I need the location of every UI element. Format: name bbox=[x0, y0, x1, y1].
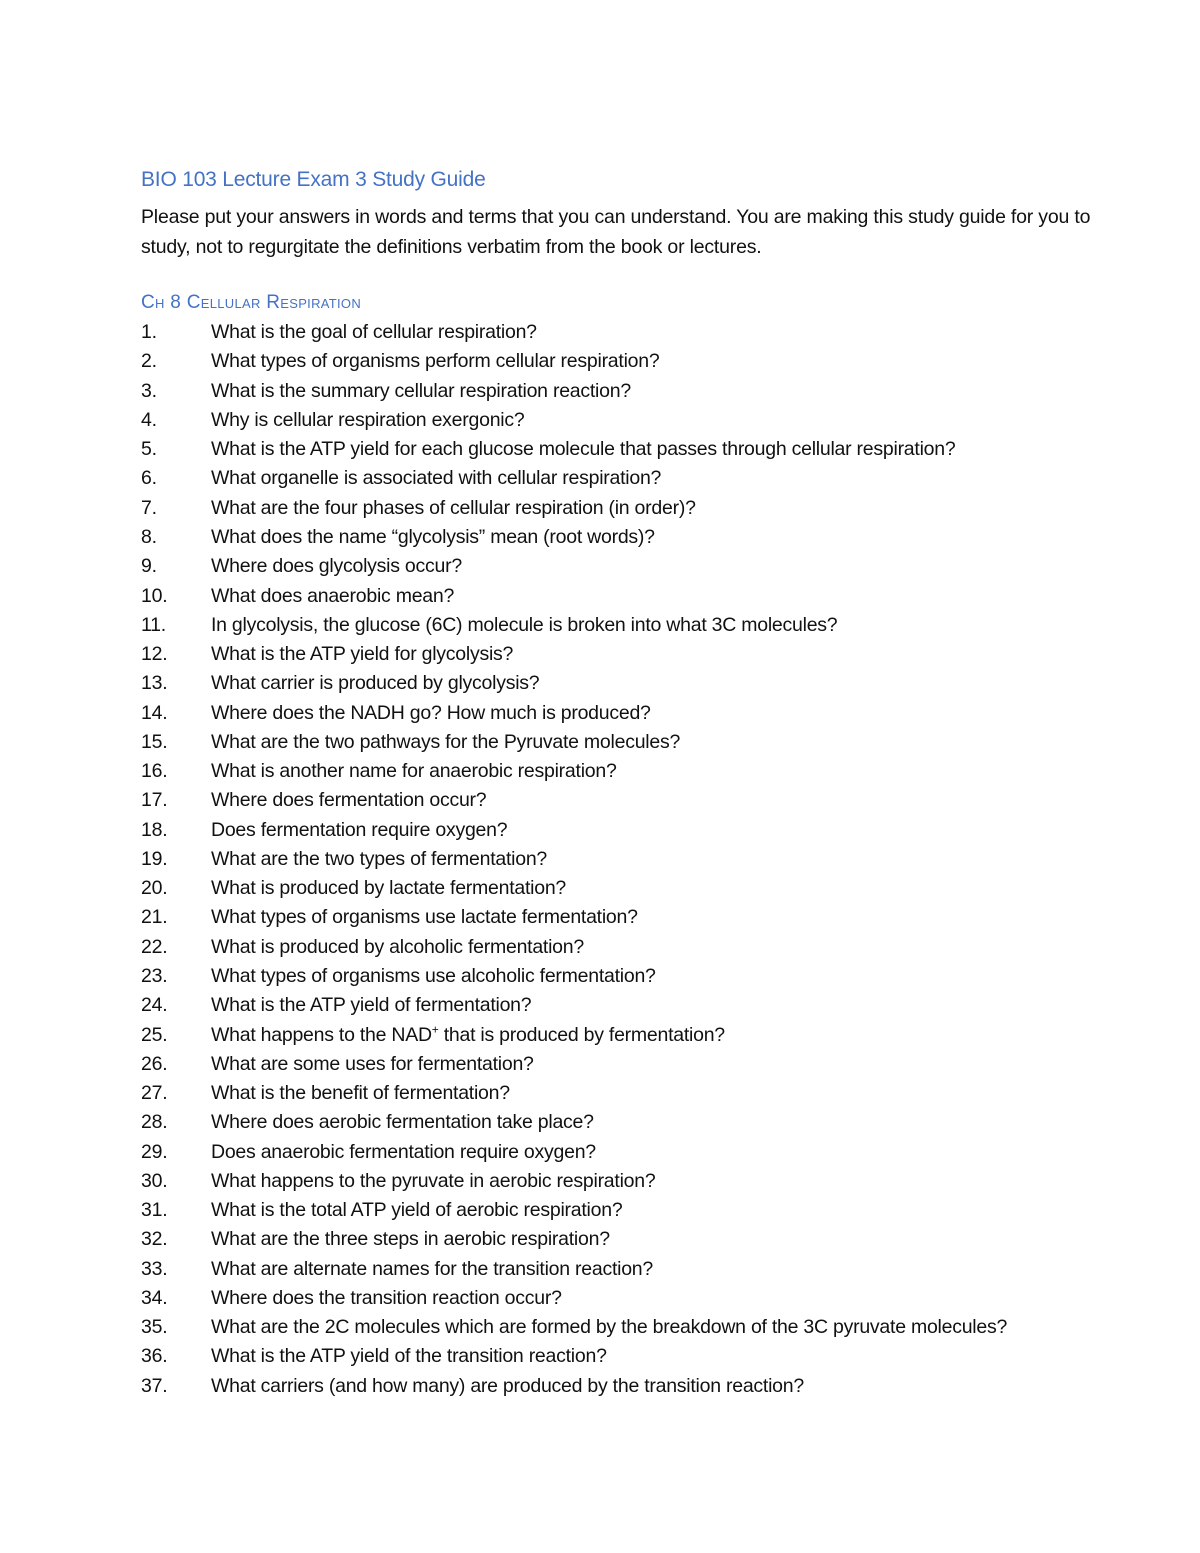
question-item bbox=[141, 757, 1141, 786]
question-item bbox=[141, 845, 1141, 874]
question-text: What is produced by lactate fermentation? bbox=[211, 877, 567, 900]
question-text: What is produced by alcoholic fermentation? bbox=[211, 935, 584, 958]
question-text: Where does the NADH go? How much is produced? bbox=[211, 701, 651, 724]
intro-paragraph: Please put your answers in words and terms that you can understand. You are making this study guide for you to study, not to regurgitate the definitions verbatim from the book or lectures. bbox=[141, 206, 1091, 258]
question-number: 15. bbox=[141, 730, 168, 753]
question-item bbox=[141, 1137, 1141, 1166]
question-text: What is the ATP yield of the transition reaction? bbox=[211, 1345, 607, 1368]
question-number: 20. bbox=[141, 877, 168, 900]
question-number: 25. bbox=[141, 1023, 168, 1046]
question-text: What is the goal of cellular respiration? bbox=[211, 321, 537, 344]
question-item bbox=[141, 1020, 1141, 1049]
question-number: 26. bbox=[141, 1052, 168, 1075]
question-item bbox=[141, 1372, 1141, 1401]
question-text: What is the benefit of fermentation? bbox=[211, 1082, 510, 1105]
question-number: 5. bbox=[141, 438, 157, 461]
question-number: 22. bbox=[141, 935, 168, 958]
question-text: In glycolysis, the glucose (6C) molecule is broken into what 3C molecules? bbox=[211, 613, 838, 636]
question-number: 17. bbox=[141, 789, 168, 812]
question-number: 36. bbox=[141, 1345, 168, 1368]
question-number: 34. bbox=[141, 1286, 168, 1309]
question-number: 12. bbox=[141, 643, 168, 666]
question-text: Does anaerobic fermentation require oxygen? bbox=[211, 1140, 596, 1163]
question-item bbox=[141, 874, 1141, 903]
question-item bbox=[141, 464, 1141, 493]
question-text: What are the four phases of cellular respiration (in order)? bbox=[211, 496, 696, 519]
question-item bbox=[141, 1196, 1141, 1225]
question-number: 7. bbox=[141, 496, 157, 519]
question-item bbox=[141, 1225, 1141, 1254]
question-text: What carriers (and how many) are produced by the transition reaction? bbox=[211, 1374, 804, 1397]
question-item bbox=[141, 552, 1141, 581]
question-item bbox=[141, 347, 1141, 376]
question-number: 9. bbox=[141, 555, 157, 578]
question-number: 11. bbox=[141, 613, 166, 636]
question-item bbox=[141, 377, 1141, 406]
question-text: What does anaerobic mean? bbox=[211, 584, 455, 607]
question-text: What are the two pathways for the Pyruvate molecules? bbox=[211, 730, 681, 753]
question-text: What are some uses for fermentation? bbox=[211, 1052, 534, 1075]
question-text: Where does aerobic fermentation take place? bbox=[211, 1111, 594, 1134]
question-text: What types of organisms use alcoholic fermentation? bbox=[211, 964, 656, 987]
question-text: What are the two types of fermentation? bbox=[211, 847, 548, 870]
question-text: What are the three steps in aerobic respiration? bbox=[211, 1228, 610, 1251]
question-text bbox=[211, 1024, 1141, 1047]
question-number: 10. bbox=[141, 584, 168, 607]
question-number: 14. bbox=[141, 701, 168, 724]
question-item bbox=[141, 728, 1141, 757]
question-item bbox=[141, 991, 1141, 1020]
question-number: 2. bbox=[141, 350, 157, 373]
question-number: 32. bbox=[141, 1228, 168, 1251]
question-text: What organelle is associated with cellular respiration? bbox=[211, 467, 662, 490]
question-item bbox=[141, 611, 1141, 640]
question-item bbox=[141, 640, 1141, 669]
question-item bbox=[141, 1342, 1141, 1371]
question-number: 19. bbox=[141, 847, 168, 870]
question-number: 23. bbox=[141, 964, 168, 987]
question-number: 4. bbox=[141, 408, 157, 431]
question-item bbox=[141, 933, 1141, 962]
question-number: 24. bbox=[141, 994, 168, 1017]
question-number: 16. bbox=[141, 760, 168, 783]
question-item bbox=[141, 581, 1141, 610]
question-text: What is the ATP yield for each glucose molecule that passes through cellular respiration? bbox=[211, 438, 956, 461]
question-text-after: that is produced by fermentation? bbox=[438, 1023, 725, 1046]
question-number: 18. bbox=[141, 818, 168, 841]
question-item bbox=[141, 1255, 1141, 1284]
question-text: What is the summary cellular respiration reaction? bbox=[211, 379, 631, 402]
question-text: Where does the transition reaction occur? bbox=[211, 1286, 562, 1309]
question-text: What is the total ATP yield of aerobic respiration? bbox=[211, 1199, 623, 1222]
section-heading: Ch 8 Cellular Respiration bbox=[141, 292, 362, 313]
question-list bbox=[141, 318, 1141, 1401]
question-text: What happens to the pyruvate in aerobic respiration? bbox=[211, 1169, 656, 1192]
question-text: What is another name for anaerobic respiration? bbox=[211, 760, 617, 783]
question-item bbox=[141, 962, 1141, 991]
question-number: 21. bbox=[141, 906, 168, 929]
question-item bbox=[141, 494, 1141, 523]
question-text: What carrier is produced by glycolysis? bbox=[211, 672, 540, 695]
question-number: 13. bbox=[141, 672, 168, 695]
question-item bbox=[141, 1079, 1141, 1108]
question-text: What are the 2C molecules which are formed by the breakdown of the 3C pyruvate molecules? bbox=[211, 1316, 1008, 1339]
question-text: What is the ATP yield for glycolysis? bbox=[211, 643, 514, 666]
question-number: 28. bbox=[141, 1111, 168, 1134]
question-item bbox=[141, 816, 1141, 845]
question-item bbox=[141, 1167, 1141, 1196]
question-text: What types of organisms use lactate fermentation? bbox=[211, 906, 638, 929]
document-title: BIO 103 Lecture Exam 3 Study Guide bbox=[141, 168, 486, 191]
question-item bbox=[141, 903, 1141, 932]
question-number: 6. bbox=[141, 467, 157, 490]
question-number: 31. bbox=[141, 1199, 168, 1222]
question-text: Where does fermentation occur? bbox=[211, 789, 487, 812]
question-number: 29. bbox=[141, 1140, 168, 1163]
question-text: What types of organisms perform cellular respiration? bbox=[211, 350, 660, 373]
question-item bbox=[141, 1313, 1141, 1342]
question-number: 30. bbox=[141, 1169, 168, 1192]
question-text: Why is cellular respiration exergonic? bbox=[211, 408, 525, 431]
question-item bbox=[141, 523, 1141, 552]
question-item bbox=[141, 318, 1141, 347]
question-number: 37. bbox=[141, 1374, 168, 1397]
question-number: 1. bbox=[141, 321, 157, 344]
question-text: What does the name “glycolysis” mean (root words)? bbox=[211, 525, 655, 548]
question-item bbox=[141, 669, 1141, 698]
question-text-before: What happens to the NAD bbox=[211, 1023, 432, 1046]
question-number: 3. bbox=[141, 379, 157, 402]
question-number: 27. bbox=[141, 1082, 168, 1105]
question-item bbox=[141, 1108, 1141, 1137]
question-item bbox=[141, 1284, 1141, 1313]
question-text: What are alternate names for the transition reaction? bbox=[211, 1257, 653, 1280]
question-text: Where does glycolysis occur? bbox=[211, 555, 462, 578]
question-item bbox=[141, 406, 1141, 435]
question-text: What is the ATP yield of fermentation? bbox=[211, 994, 532, 1017]
question-number: 35. bbox=[141, 1316, 168, 1339]
superscript-plus: + bbox=[431, 1022, 439, 1036]
question-item bbox=[141, 435, 1141, 464]
question-number: 8. bbox=[141, 525, 157, 548]
question-number: 33. bbox=[141, 1257, 168, 1280]
question-item bbox=[141, 1050, 1141, 1079]
question-text: Does fermentation require oxygen? bbox=[211, 818, 508, 841]
question-item bbox=[141, 786, 1141, 815]
question-item bbox=[141, 698, 1141, 727]
